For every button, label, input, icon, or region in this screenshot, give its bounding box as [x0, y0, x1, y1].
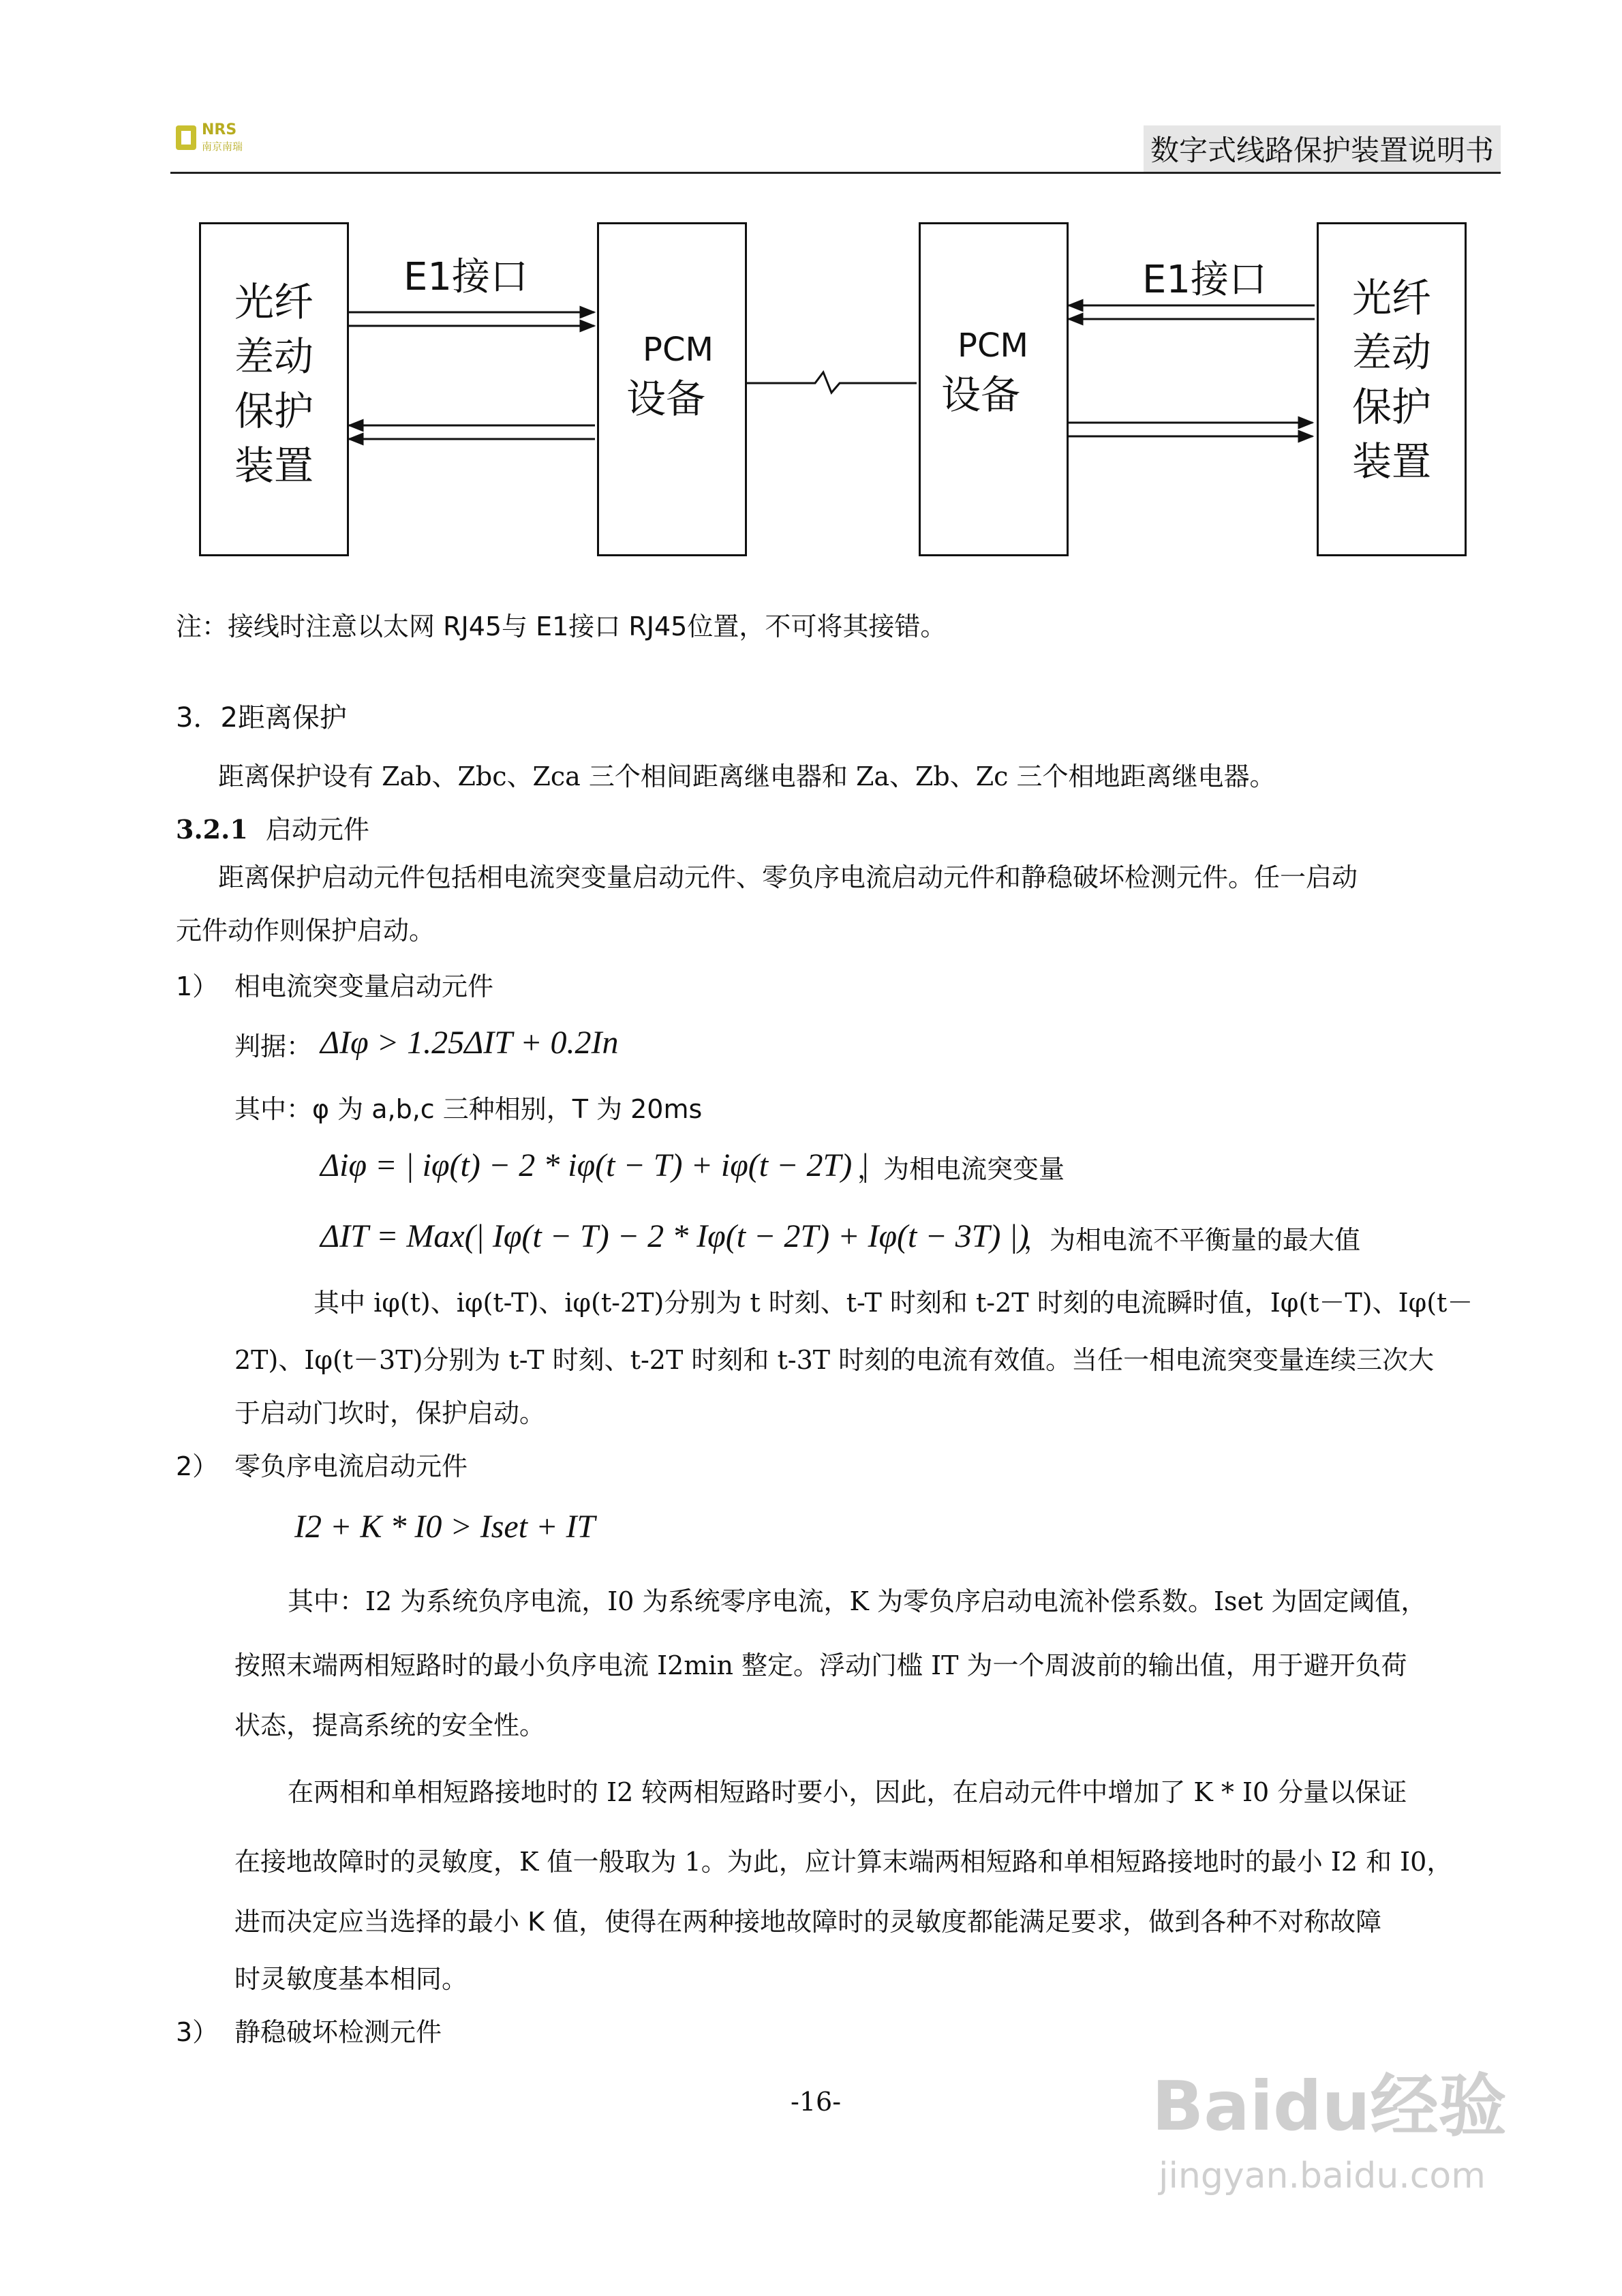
item-2-formula: I2 + K * I0 > Iset + IT [294, 1509, 596, 1545]
right-pcm-equipment-label: 设备 [941, 372, 1021, 418]
item-2-para-2-line-2: 在接地故障时的灵敏度，K 值一般取为 1。为此，应计算末端两相短路和单相短路接地时的最小 I2 和 I0， [234, 1847, 1453, 1877]
item-2-para-1-line-3: 状态，提高系统的安全性。 [234, 1710, 546, 1740]
diagram-connectors [0, 0, 1622, 614]
item-1-explain-line-2: 2T)、Iφ(t－3T)分别为 t-T 时刻、t-2T 时刻和 t-3T 时刻的电流有效值。当任一相电流突变量连续三次大 [234, 1345, 1435, 1375]
item-1-explain-line-3: 于启动门坎时，保护启动。 [234, 1398, 546, 1428]
item-3-title: 静稳破坏检测元件 [234, 2017, 442, 2047]
item-1-title: 相电流突变量启动元件 [234, 971, 494, 1001]
pcm-link-line [745, 372, 917, 393]
right-device-line-1: 光纤 [1351, 275, 1431, 321]
eq-phase-current-delta-note: ，为相电流突变量 [857, 1154, 1065, 1184]
item-2-para-2-line-1: 在两相和单相短路接地时的 I2 较两相短路时要小，因此，在启动元件中增加了 K * I0 分量以保证 [288, 1777, 1407, 1807]
section-intro: 距离保护设有 Zab、Zbc、Zca 三个相间距离继电器和 Za、Zb、Zc 三个相地距离继电器。 [218, 761, 1276, 791]
watermark-brand: Baidu经验 [1152, 2066, 1507, 2146]
eq-unbalance-max-note: ，为相电流不平衡量的最大值 [1024, 1225, 1361, 1255]
item-2-para-1-line-2: 按照末端两相短路时的最小负序电流 I2min 整定。浮动门槛 IT 为一个周波前的输出值，用于避开负荷 [234, 1650, 1407, 1680]
item-1-where: 其中：φ 为 a,b,c 三种相别，T 为 20ms [234, 1094, 703, 1124]
criterion-label: 判据： [234, 1031, 313, 1061]
item-1-explain-line-1: 其中 iφ(t)、iφ(t-T)、iφ(t-2T)分别为 t 时刻、t-T 时刻和 t-2T 时刻的电流瞬时值，Iφ(t－T)、Iφ(t－ [313, 1288, 1473, 1318]
logo-subtext: 南京南瑞 [202, 140, 243, 153]
document-title: 数字式线路保护装置说明书 [1144, 125, 1501, 172]
section-heading: 3．2距离保护 [176, 702, 347, 734]
item-2-para-2-line-3: 进而决定应当选择的最小 K 值，使得在两种接地故障时的灵敏度都能满足要求，做到各种不对称故障 [234, 1907, 1382, 1937]
left-device-line-2: 差动 [234, 333, 313, 380]
criterion-formula: ΔIφ > 1.25ΔIT + 0.2In [320, 1025, 619, 1061]
eq-phase-current-delta: Δiφ = | iφ(t) − 2 * iφ(t − T) + iφ(t − 2T) | [320, 1147, 870, 1183]
item-2-title: 零负序电流启动元件 [234, 1451, 468, 1481]
item-2-label: 2） [176, 1451, 219, 1481]
watermark-url: jingyan.baidu.com [1159, 2156, 1486, 2196]
left-pcm-equipment-label: 设备 [626, 376, 706, 422]
page-number: -16- [791, 2087, 842, 2117]
subsection-para-line-1: 距离保护启动元件包括相电流突变量启动元件、零负序电流启动元件和静稳破坏检测元件。任一启动 [218, 862, 1358, 892]
subsection-heading [176, 814, 369, 845]
left-device-line-3: 保护 [234, 388, 313, 434]
left-device-line-1: 光纤 [234, 279, 313, 325]
subsection-para-line-2: 元件动作则保护启动。 [176, 916, 435, 946]
wiring-note: 注：接线时注意以太网 RJ45与 E1接口 RJ45位置，不可将其接错。 [176, 611, 947, 641]
subsection-number: 3.2.1 [176, 814, 248, 845]
right-interface-label: E1接口 [1142, 258, 1268, 302]
item-3-label: 3） [176, 2017, 219, 2047]
right-device-line-4: 装置 [1351, 438, 1431, 485]
eq-unbalance-max: ΔIT = Max(| Iφ(t − T) − 2 * Iφ(t − 2T) + Iφ(t − 3T) |) [320, 1218, 1029, 1254]
item-2-para-2-line-4: 时灵敏度基本相同。 [234, 1964, 468, 1994]
right-pcm-label: PCM [958, 327, 1028, 365]
subsection-title: 启动元件 [265, 815, 369, 845]
left-device-line-4: 装置 [234, 442, 313, 489]
left-pcm-label: PCM [643, 331, 714, 369]
right-device-line-2: 差动 [1351, 329, 1431, 376]
item-2-para-1-line-1: 其中：I2 为系统负序电流，I0 为系统零序电流，K 为零负序启动电流补偿系数。Iset 为固定阈值， [288, 1586, 1427, 1616]
logo-text: NRS [202, 121, 237, 138]
left-interface-label: E1接口 [403, 255, 529, 299]
item-1-label: 1） [176, 971, 219, 1001]
right-device-line-3: 保护 [1351, 384, 1431, 430]
